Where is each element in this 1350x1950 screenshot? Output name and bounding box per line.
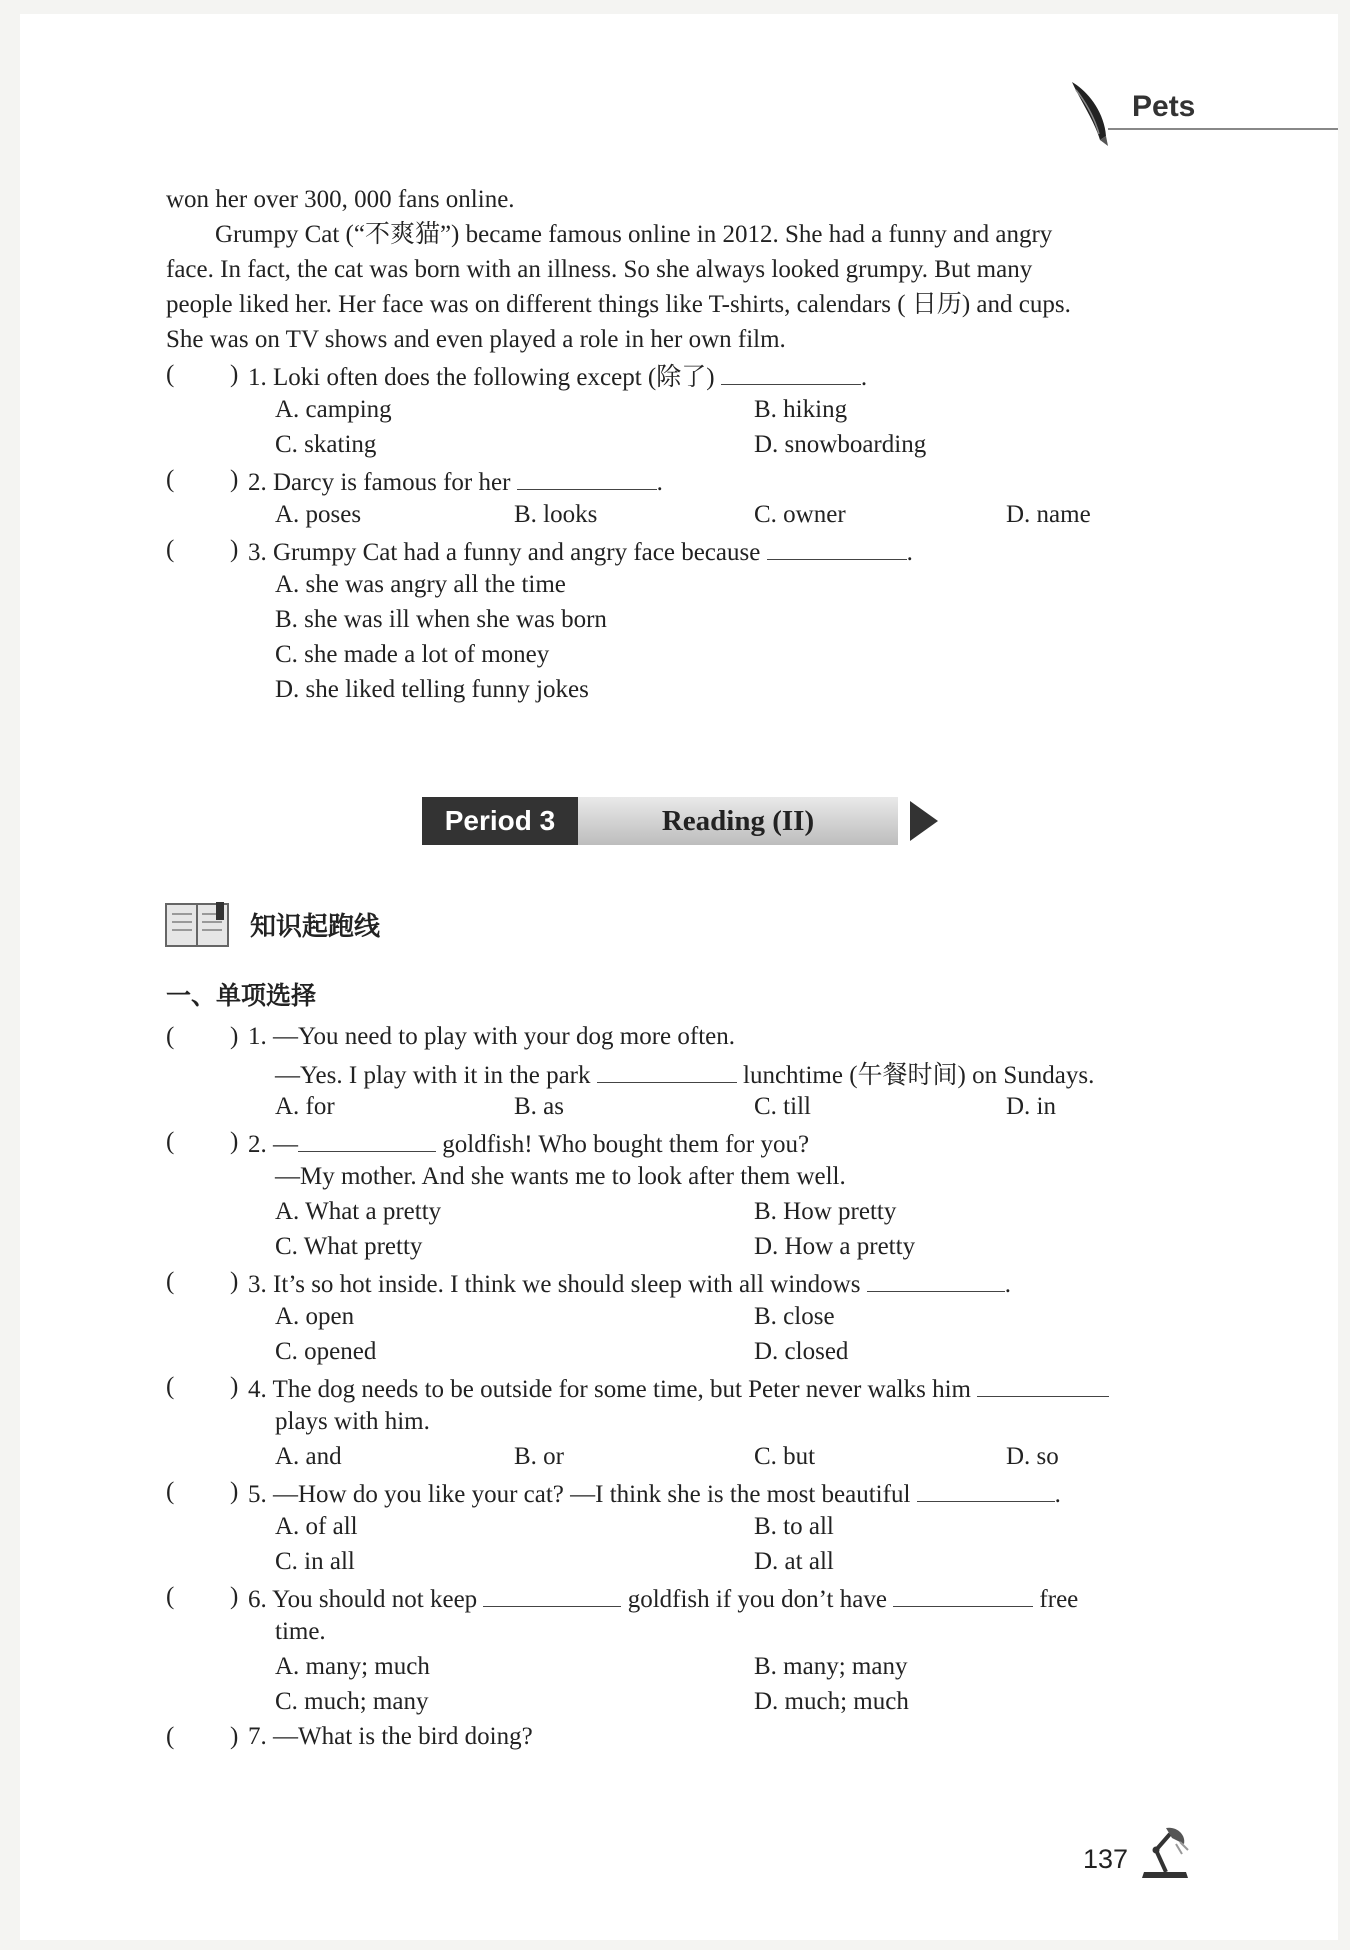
answer-bracket-open: ( [166, 1478, 175, 1505]
option-d: D. at all [754, 1548, 834, 1575]
question-stem: 6. You should not keep goldfish if you don’t have free [248, 1580, 1078, 1617]
option-b: B. or [514, 1443, 564, 1470]
answer-bracket-open: ( [166, 1023, 175, 1050]
answer-blank[interactable] [767, 533, 907, 560]
answer-blank[interactable] [917, 1475, 1055, 1502]
question-line: plays with him. [275, 1408, 430, 1435]
answer-blank[interactable] [597, 1056, 737, 1083]
option-d: D. much; much [754, 1688, 909, 1715]
option-b: B. to all [754, 1513, 834, 1540]
option-c: C. in all [275, 1548, 355, 1575]
question-stem: 3. Grumpy Cat had a funny and angry face because . [248, 533, 913, 570]
option-a: A. many; much [275, 1653, 430, 1680]
option-b: B. How pretty [754, 1198, 897, 1225]
option-b: B. hiking [754, 396, 848, 423]
answer-blank[interactable] [977, 1370, 1109, 1397]
quill-pen-icon [1068, 80, 1112, 146]
option-c: C. much; many [275, 1688, 429, 1715]
passage-line: face. In fact, the cat was born with an illness. So she always looked grumpy. But many [166, 256, 1033, 283]
passage-line: She was on TV shows and even played a role in her own film. [166, 326, 786, 353]
option-c: C. but [754, 1443, 816, 1470]
passage-line: Grumpy Cat (“不爽猫”) became famous online in 2012. She had a funny and angry [215, 221, 1053, 248]
desk-lamp-icon [1136, 1824, 1194, 1882]
option-c: C. What pretty [275, 1233, 423, 1260]
question-line: —My mother. And she wants me to look after them well. [275, 1163, 846, 1190]
answer-bracket-open: ( [166, 466, 175, 493]
answer-bracket-open: ( [166, 1128, 175, 1155]
section-title: 知识起跑线 [250, 912, 381, 942]
header-rule [1108, 128, 1338, 130]
answer-bracket-close: ) [230, 536, 239, 563]
question-stem: 5. —How do you like your cat? —I think she is the most beautiful . [248, 1475, 1061, 1512]
option-a: A. she was angry all the time [275, 571, 566, 598]
option-c: C. owner [754, 501, 846, 528]
period-label: Period 3 [422, 797, 578, 845]
option-c: C. opened [275, 1338, 377, 1365]
question-stem: 2. — goldfish! Who bought them for you? [248, 1125, 809, 1162]
period-title: Reading (II) [578, 797, 898, 845]
answer-blank[interactable] [893, 1580, 1033, 1607]
section-subtitle: 一、单项选择 [166, 981, 317, 1010]
answer-bracket-open: ( [166, 536, 175, 563]
passage-line: people liked her. Her face was on different things like T-shirts, calendars ( 日历) and cups. [166, 291, 1071, 318]
answer-blank[interactable] [517, 463, 657, 490]
option-c: C. till [754, 1093, 811, 1120]
answer-bracket-close: ) [230, 1268, 239, 1295]
option-d: D. snowboarding [754, 431, 927, 458]
answer-bracket-close: ) [230, 466, 239, 493]
answer-bracket-open: ( [166, 1723, 175, 1750]
answer-blank[interactable] [867, 1265, 1005, 1292]
question-stem: 7. —What is the bird doing? [248, 1723, 533, 1750]
banner-arrow-icon [910, 801, 938, 841]
option-b: B. close [754, 1303, 835, 1330]
question-line: time. [275, 1618, 326, 1645]
question-stem: 3. It’s so hot inside. I think we should sleep with all windows . [248, 1265, 1011, 1302]
option-c: C. skating [275, 431, 377, 458]
answer-bracket-open: ( [166, 361, 175, 388]
option-a: A. open [275, 1303, 355, 1330]
option-a: A. camping [275, 396, 392, 423]
question-stem: 4. The dog needs to be outside for some time, but Peter never walks him [248, 1370, 1109, 1407]
answer-bracket-close: ) [230, 361, 239, 388]
option-d: D. so [1006, 1443, 1059, 1470]
option-c: C. she made a lot of money [275, 641, 550, 668]
answer-bracket-open: ( [166, 1373, 175, 1400]
option-b: B. she was ill when she was born [275, 606, 607, 633]
option-b: B. as [514, 1093, 564, 1120]
answer-bracket-close: ) [230, 1583, 239, 1610]
question-stem: 1. —You need to play with your dog more often. [248, 1023, 735, 1050]
answer-bracket-close: ) [230, 1023, 239, 1050]
open-book-icon [164, 900, 232, 950]
question-stem: 2. Darcy is famous for her . [248, 463, 663, 500]
option-a: A. for [275, 1093, 335, 1120]
header-title: Pets [1132, 90, 1196, 123]
answer-blank[interactable] [721, 358, 861, 385]
answer-blank[interactable] [298, 1125, 436, 1152]
option-b: B. many; many [754, 1653, 908, 1680]
question-line: —Yes. I play with it in the park lunchtime (午餐时间) on Sundays. [275, 1056, 1094, 1093]
question-stem: 1. Loki often does the following except (除了) . [248, 358, 867, 395]
answer-blank[interactable] [483, 1580, 621, 1607]
option-a: A. of all [275, 1513, 358, 1540]
option-a: A. poses [275, 501, 362, 528]
page-number: 137 [1083, 1844, 1129, 1874]
option-d: D. name [1006, 501, 1091, 528]
answer-bracket-close: ) [230, 1373, 239, 1400]
period-banner [422, 797, 934, 845]
answer-bracket-close: ) [230, 1128, 239, 1155]
option-d: D. in [1006, 1093, 1056, 1120]
answer-bracket-open: ( [166, 1583, 175, 1610]
option-a: A. What a pretty [275, 1198, 442, 1225]
answer-bracket-close: ) [230, 1478, 239, 1505]
answer-bracket-open: ( [166, 1268, 175, 1295]
answer-bracket-close: ) [230, 1723, 239, 1750]
option-b: B. looks [514, 501, 598, 528]
option-d: D. she liked telling funny jokes [275, 676, 589, 703]
option-a: A. and [275, 1443, 342, 1470]
option-d: D. closed [754, 1338, 849, 1365]
passage-line: won her over 300, 000 fans online. [166, 186, 515, 213]
option-d: D. How a pretty [754, 1233, 916, 1260]
